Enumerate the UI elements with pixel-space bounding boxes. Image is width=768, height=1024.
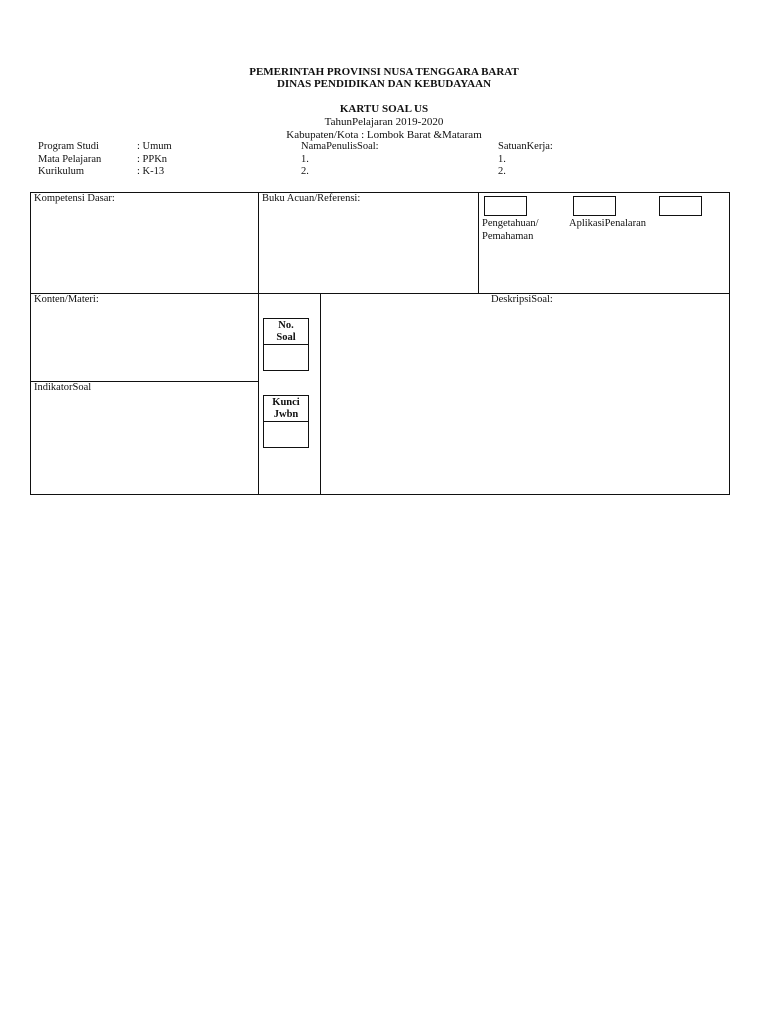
col-divider-left: [258, 192, 259, 495]
col-divider-middle: [320, 293, 321, 495]
subject-label: Mata Pelajaran: [38, 154, 102, 165]
level-application-label: AplikasiPenalaran: [569, 218, 646, 229]
level-knowledge-label-2: Pemahaman: [482, 231, 534, 242]
header-government: PEMERINTAH PROVINSI NUSA TENGGARA BARAT: [249, 66, 519, 78]
no-soal-label-1: No.: [278, 320, 294, 331]
writer-2: 2.: [301, 166, 309, 177]
program-value: : Umum: [137, 141, 172, 152]
kompetensi-label: Kompetensi Dasar:: [34, 193, 115, 204]
writer-1: 1.: [301, 154, 309, 165]
level-reasoning-box[interactable]: [659, 196, 702, 216]
konten-label: Konten/Materi:: [34, 294, 99, 305]
unit-2: 2.: [498, 166, 506, 177]
level-application-box[interactable]: [573, 196, 616, 216]
level-knowledge-label-1: Pengetahuan/: [482, 218, 539, 229]
curriculum-value: : K-13: [137, 166, 165, 177]
program-label: Program Studi: [38, 141, 99, 152]
kunci-label-2: Jwbn: [273, 409, 299, 420]
kunci-divider: [263, 421, 309, 422]
card-table: [30, 192, 730, 495]
header-department: DINAS PENDIDIKAN DAN KEBUDAYAAN: [276, 78, 492, 90]
card-title: KARTU SOAL US: [339, 103, 429, 115]
kunci-label-1: Kunci: [272, 397, 300, 408]
academic-year: TahunPelajaran 2019-2020: [324, 116, 444, 128]
indikator-label: IndikatorSoal: [34, 382, 92, 393]
unit-1: 1.: [498, 154, 506, 165]
no-soal-label-2: Soal: [276, 332, 296, 343]
writer-label: NamaPenulisSoal:: [301, 141, 379, 152]
buku-label: Buku Acuan/Referensi:: [262, 193, 361, 204]
region-line: Kabupaten/Kota : Lombok Barat &Mataram: [286, 129, 482, 141]
unit-label: SatuanKerja:: [498, 141, 553, 152]
row-divider-top: [30, 293, 730, 294]
no-soal-divider: [263, 344, 309, 345]
subject-value: : PPKn: [137, 154, 168, 165]
level-knowledge-box[interactable]: [484, 196, 527, 216]
curriculum-label: Kurikulum: [38, 166, 85, 177]
deskripsi-label: DeskripsiSoal:: [491, 294, 553, 305]
col-divider-right-top: [478, 192, 479, 294]
